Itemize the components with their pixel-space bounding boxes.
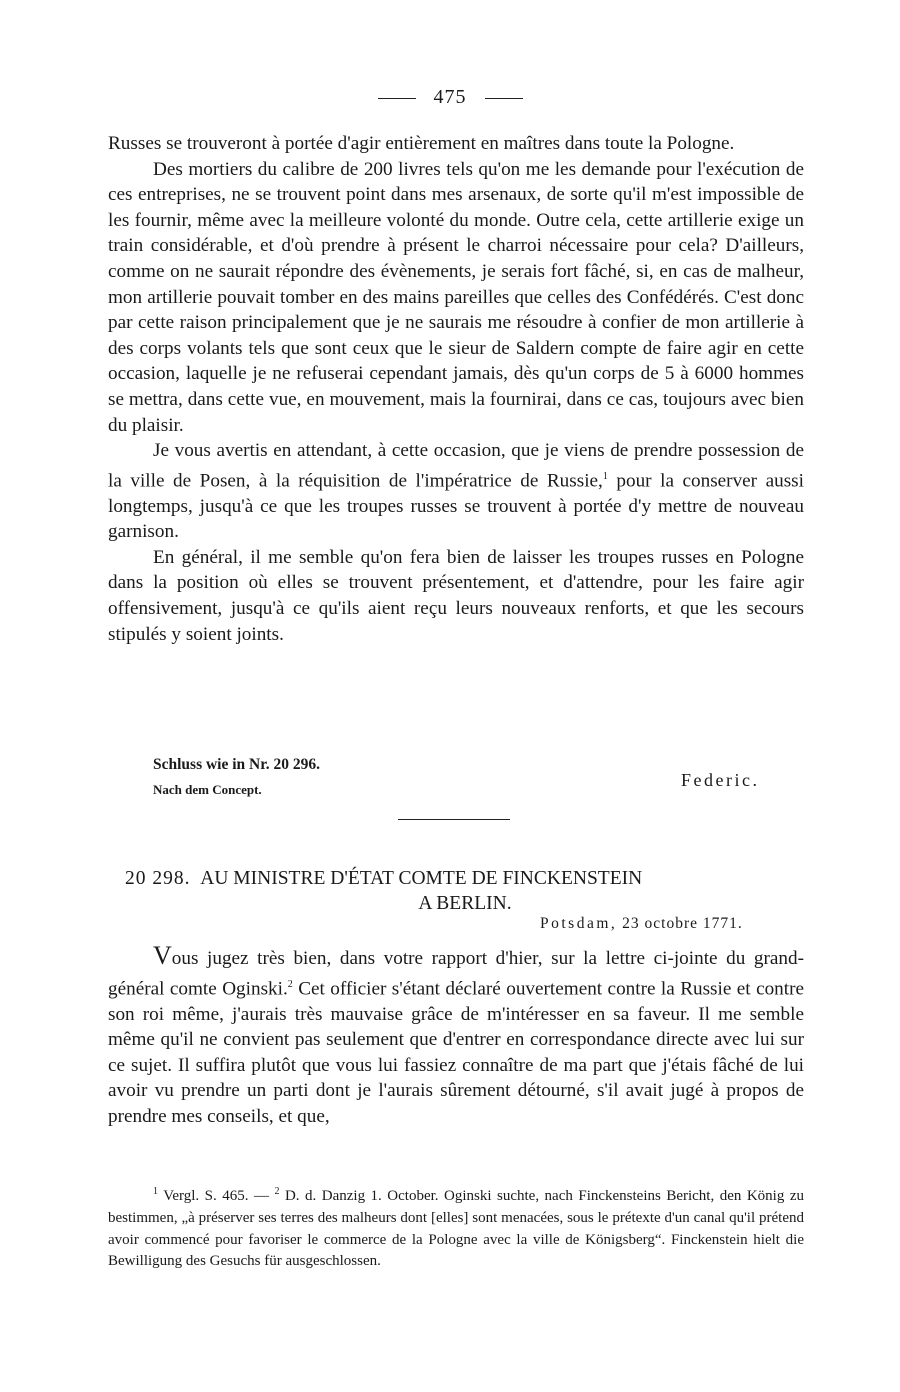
letter-paragraph (108, 943, 804, 1130)
letter-body (108, 943, 804, 1130)
letter-number: 20 298. (125, 868, 191, 889)
footnote-mark-2: 2 (274, 1186, 280, 1197)
section-divider (398, 819, 510, 820)
footnotes (108, 1181, 804, 1273)
closing-notes (153, 752, 320, 802)
paragraph-3-text-a: Je vous avertis en attendant, à cette occasion, que je viens de prendre possession de la ville de Posen, à la réquisition de l'impératrice de Russie, (108, 440, 804, 492)
page-number: 475 (433, 86, 467, 108)
dateline-place: Potsdam, (540, 915, 618, 932)
dateline-date: 23 octobre 1771. (622, 915, 743, 932)
page-header (0, 86, 900, 109)
paragraph-1: Russes se trouveront à portée d'agir entièrement en maîtres dans toute la Pologne. (108, 133, 735, 154)
header-rule-right (485, 98, 523, 99)
paragraph-3 (108, 438, 804, 545)
letter-body-continued (108, 131, 804, 647)
source-note: Nach dem Concept. (153, 782, 262, 797)
footnote-2: D. d. Danzig 1. October. Oginski suchte, nach Finckensteins Bericht, den König zu bestimmen, „à préserver ses terres des malheurs dont [elles] sont menacées, sous le prétexte d'un canal qu'il prétend avoir commencé pour favoriser le commerce de la Pologne avec la ville de Königsberg“. Finckenstein hielt die Bewilligung des Gesuchs für ausgeschlossen. (108, 1188, 804, 1270)
footnote-1: Vergl. S. 465. — (158, 1188, 275, 1204)
paragraph-3-text-b: pour la conserver aussi longtemps, jusqu'à ce que les troupes russes se trouvent à portée d'y mettre de nouveau garnison. (108, 470, 804, 543)
header-rule-left (378, 98, 416, 99)
footnote-ref-1: 1 (602, 470, 608, 482)
letter-text-a: ous jugez très bien, dans votre rapport d'hier, sur la lettre ci-jointe du grand-général comte Oginski. (108, 948, 804, 999)
heading-line-1 (125, 866, 785, 891)
dropcap: V (153, 941, 172, 970)
schluss-note: Schluss wie in Nr. 20 296. (153, 756, 320, 773)
letter-title-line-2: A BERLIN. (418, 893, 512, 914)
letter-text-b: Cet officier s'étant déclaré ouvertement contre la Russie et contre son roi même, j'aurais très mauvaise grâce de m'intéresser en sa faveur. Il me semble même qu'il ne convient pas seulement que d'entrer en correspondance directe avec lui sur ce sujet. Il suffira plutôt que vous lui fassiez connaître de ma part que j'étais fâché de lui avoir vu prendre un parti dont je l'aurais sûrement détourné, s'il avait jugé à propos de prendre mes conseils, et que, (108, 977, 805, 1127)
letter-title-line-1: AU MINISTRE D'ÉTAT COMTE DE FINCKENSTEIN (200, 868, 643, 889)
footnote-ref-2: 2 (287, 978, 293, 990)
footnote-mark-1: 1 (153, 1186, 158, 1197)
paragraph-4: En général, il me semble qu'on fera bien de laisser les troupes russes en Pologne dans la position où elles se trouvent présentement, et d'attendre, pour les faire agir offensivement, jusqu'à ce qu'ils aient reçu leurs nouveaux renforts, et que les secours stipulés y soient joints. (108, 546, 804, 645)
letter-heading (125, 866, 785, 916)
dateline (540, 915, 743, 933)
footnote-paragraph (108, 1181, 804, 1273)
signature: Federic. (681, 770, 760, 790)
paragraph-2: Des mortiers du calibre de 200 livres tels qu'on me les demande pour l'exécution de ces entreprises, ne se trouvent point dans mes arsenaux, de sorte qu'il m'est impossible de les fournir, même avec la meilleure volonté du monde. Outre cela, cette artillerie exige un train considérable, et d'où prendre à présent le charroi nécessaire pour cela? D'ailleurs, comme on ne saurait répondre des évènements, je serais fort fâché, si, en cas de malheur, mon artillerie pouvait tomber en des mains pareilles que celles des Confédérés. C'est donc par cette raison principalement que je ne saurais me résoudre à confier de mon artillerie à des corps volants tels que sont ceux que le sieur de Saldern compte de faire agir en cette occasion, laquelle je ne refuserai cependant jamais, dès qu'un corps de 5 à 6000 hommes se mettra, dans cette vue, en mouvement, mais la fournirai, dans ce cas, toujours avec bien du plaisir. (108, 158, 804, 436)
